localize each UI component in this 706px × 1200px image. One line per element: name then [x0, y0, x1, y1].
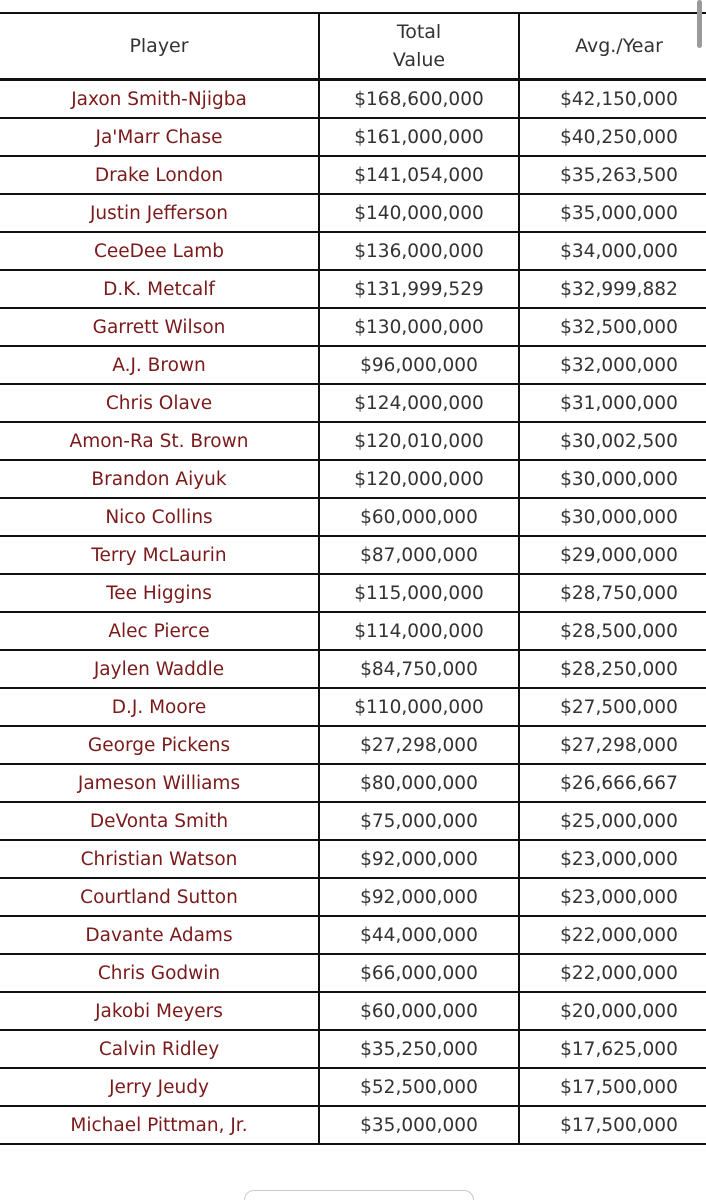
- table-row: [0, 308, 706, 346]
- table-row: [0, 802, 706, 840]
- total-value-cell: $136,000,000: [319, 232, 519, 270]
- avg-year-cell: $22,000,000: [519, 916, 706, 954]
- avg-year-cell: $28,250,000: [519, 650, 706, 688]
- table-row: [0, 536, 706, 574]
- total-value-cell: $130,000,000: [319, 308, 519, 346]
- total-value-cell: $168,600,000: [319, 80, 519, 119]
- player-name-cell[interactable]: Jaxon Smith-Njigba: [0, 80, 319, 119]
- player-name-cell[interactable]: Ja'Marr Chase: [0, 118, 319, 156]
- header-player[interactable]: Player: [0, 13, 319, 80]
- player-name-cell[interactable]: Calvin Ridley: [0, 1030, 319, 1068]
- player-name-cell[interactable]: Jameson Williams: [0, 764, 319, 802]
- avg-year-cell: $28,500,000: [519, 612, 706, 650]
- total-value-cell: $96,000,000: [319, 346, 519, 384]
- player-name-cell[interactable]: Drake London: [0, 156, 319, 194]
- player-name-cell[interactable]: Brandon Aiyuk: [0, 460, 319, 498]
- total-value-cell: $124,000,000: [319, 384, 519, 422]
- avg-year-cell: $23,000,000: [519, 840, 706, 878]
- avg-year-cell: $35,000,000: [519, 194, 706, 232]
- avg-year-cell: $23,000,000: [519, 878, 706, 916]
- header-total-value-label: Total Value: [392, 21, 446, 71]
- avg-year-cell: $22,000,000: [519, 954, 706, 992]
- total-value-cell: $60,000,000: [319, 992, 519, 1030]
- player-name-cell[interactable]: Amon-Ra St. Brown: [0, 422, 319, 460]
- player-name-cell[interactable]: Nico Collins: [0, 498, 319, 536]
- avg-year-cell: $28,750,000: [519, 574, 706, 612]
- total-value-cell: $27,298,000: [319, 726, 519, 764]
- table-row: [0, 688, 706, 726]
- avg-year-cell: $30,002,500: [519, 422, 706, 460]
- player-name-cell[interactable]: Christian Watson: [0, 840, 319, 878]
- contracts-table: [0, 12, 706, 1145]
- total-value-cell: $52,500,000: [319, 1068, 519, 1106]
- table-row: [0, 764, 706, 802]
- total-value-cell: $120,010,000: [319, 422, 519, 460]
- player-name-cell[interactable]: CeeDee Lamb: [0, 232, 319, 270]
- table-row: [0, 1106, 706, 1144]
- table-row: [0, 1068, 706, 1106]
- header-total-value[interactable]: [319, 13, 519, 80]
- total-value-cell: $114,000,000: [319, 612, 519, 650]
- total-value-cell: $110,000,000: [319, 688, 519, 726]
- player-name-cell[interactable]: Courtland Sutton: [0, 878, 319, 916]
- player-name-cell[interactable]: Chris Olave: [0, 384, 319, 422]
- table-row: [0, 726, 706, 764]
- total-value-cell: $92,000,000: [319, 840, 519, 878]
- table-row: [0, 992, 706, 1030]
- player-name-cell[interactable]: D.K. Metcalf: [0, 270, 319, 308]
- avg-year-cell: $32,500,000: [519, 308, 706, 346]
- avg-year-cell: $32,000,000: [519, 346, 706, 384]
- table-row: [0, 232, 706, 270]
- table-row: [0, 840, 706, 878]
- player-name-cell[interactable]: D.J. Moore: [0, 688, 319, 726]
- total-value-cell: $140,000,000: [319, 194, 519, 232]
- total-value-cell: $92,000,000: [319, 878, 519, 916]
- table-row: [0, 384, 706, 422]
- total-value-cell: $80,000,000: [319, 764, 519, 802]
- player-name-cell[interactable]: Michael Pittman, Jr.: [0, 1106, 319, 1144]
- home-indicator[interactable]: [244, 1190, 474, 1200]
- player-name-cell[interactable]: Alec Pierce: [0, 612, 319, 650]
- table-row: [0, 916, 706, 954]
- avg-year-cell: $17,500,000: [519, 1068, 706, 1106]
- avg-year-cell: $25,000,000: [519, 802, 706, 840]
- avg-year-cell: $32,999,882: [519, 270, 706, 308]
- header-avg-year[interactable]: Avg./Year: [519, 13, 706, 80]
- avg-year-cell: $27,500,000: [519, 688, 706, 726]
- player-name-cell[interactable]: Terry McLaurin: [0, 536, 319, 574]
- avg-year-cell: $26,666,667: [519, 764, 706, 802]
- avg-year-cell: $20,000,000: [519, 992, 706, 1030]
- table-row: [0, 954, 706, 992]
- total-value-cell: $87,000,000: [319, 536, 519, 574]
- player-name-cell[interactable]: George Pickens: [0, 726, 319, 764]
- total-value-cell: $75,000,000: [319, 802, 519, 840]
- player-name-cell[interactable]: Justin Jefferson: [0, 194, 319, 232]
- avg-year-cell: $42,150,000: [519, 80, 706, 119]
- player-name-cell[interactable]: Chris Godwin: [0, 954, 319, 992]
- total-value-cell: $131,999,529: [319, 270, 519, 308]
- vertical-scrollbar[interactable]: [697, 0, 702, 48]
- avg-year-cell: $30,000,000: [519, 460, 706, 498]
- avg-year-cell: $17,500,000: [519, 1106, 706, 1144]
- player-name-cell[interactable]: Jerry Jeudy: [0, 1068, 319, 1106]
- avg-year-cell: $35,263,500: [519, 156, 706, 194]
- avg-year-cell: $27,298,000: [519, 726, 706, 764]
- table-row: [0, 460, 706, 498]
- avg-year-cell: $17,625,000: [519, 1030, 706, 1068]
- table-row: [0, 422, 706, 460]
- total-value-cell: $44,000,000: [319, 916, 519, 954]
- avg-year-cell: $34,000,000: [519, 232, 706, 270]
- player-name-cell[interactable]: Tee Higgins: [0, 574, 319, 612]
- total-value-cell: $115,000,000: [319, 574, 519, 612]
- total-value-cell: $161,000,000: [319, 118, 519, 156]
- table-row: [0, 1030, 706, 1068]
- table-header: [0, 13, 706, 80]
- table-row: [0, 270, 706, 308]
- avg-year-cell: $40,250,000: [519, 118, 706, 156]
- avg-year-cell: $30,000,000: [519, 498, 706, 536]
- player-name-cell[interactable]: Jakobi Meyers: [0, 992, 319, 1030]
- total-value-cell: $84,750,000: [319, 650, 519, 688]
- table-row: [0, 650, 706, 688]
- player-name-cell[interactable]: Garrett Wilson: [0, 308, 319, 346]
- player-name-cell[interactable]: Jaylen Waddle: [0, 650, 319, 688]
- table-row: [0, 498, 706, 536]
- avg-year-cell: $29,000,000: [519, 536, 706, 574]
- avg-year-cell: $31,000,000: [519, 384, 706, 422]
- table-row: [0, 574, 706, 612]
- header-row: [0, 13, 706, 80]
- total-value-cell: $35,000,000: [319, 1106, 519, 1144]
- total-value-cell: $66,000,000: [319, 954, 519, 992]
- table-row: [0, 156, 706, 194]
- table-row: [0, 346, 706, 384]
- table-row: [0, 118, 706, 156]
- total-value-cell: $60,000,000: [319, 498, 519, 536]
- total-value-cell: $141,054,000: [319, 156, 519, 194]
- table-row: [0, 612, 706, 650]
- table-row: [0, 878, 706, 916]
- table-row: [0, 194, 706, 232]
- table-body: [0, 80, 706, 1145]
- total-value-cell: $35,250,000: [319, 1030, 519, 1068]
- table-row: [0, 80, 706, 119]
- player-name-cell[interactable]: A.J. Brown: [0, 346, 319, 384]
- player-name-cell[interactable]: DeVonta Smith: [0, 802, 319, 840]
- player-name-cell[interactable]: Davante Adams: [0, 916, 319, 954]
- total-value-cell: $120,000,000: [319, 460, 519, 498]
